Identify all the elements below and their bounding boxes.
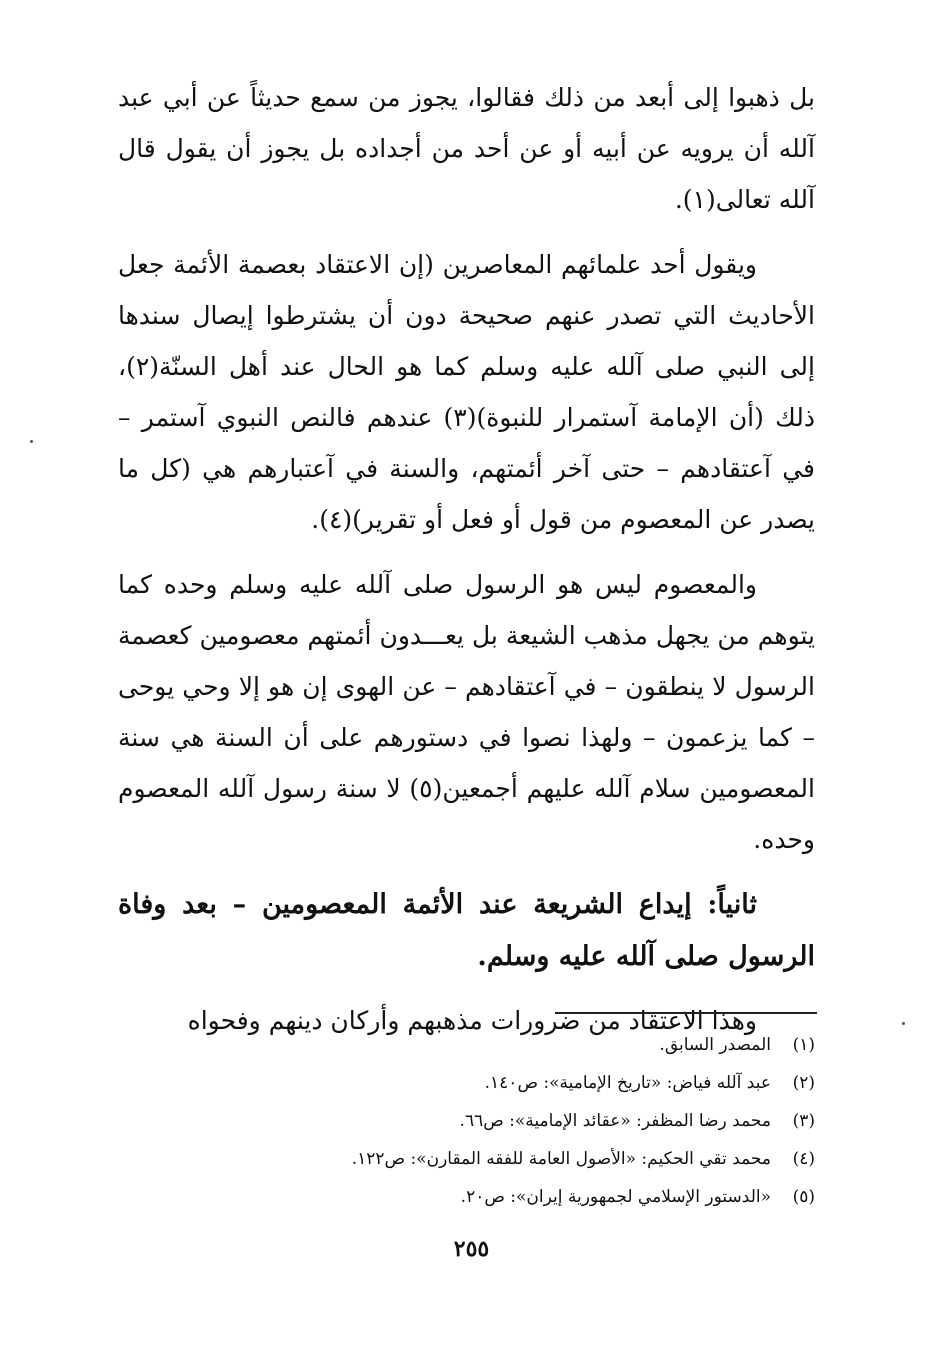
paragraph-2: ويقول أحد علمائهم المعاصرين (إن الاعتقاد بعصمة الأئمة جعل الأحاديث التي تصدر عنهم صحيحة دون أن يشترطوا إيصال سندها إلى النبي صلى آلله عليه وسلم كما هو الحال عند أهل السنّة(٢)، ذلك (أن الإمامة آستمرار للنبوة)(٣) عندهم فالنص النبوي آستمر – في آعتقادهم – حتى آخر أئمتهم، والسنة في آعتبارهم هي (كل ما يصدر عن المعصوم من قول أو فعل أو تقرير)(٤). — [118, 250, 815, 534]
paragraph-1: بل ذهبوا إلى أبعد من ذلك فقالوا، يجوز من سمع حديثاً عن أبي عبد آلله أن يرويه عن أبيه أو عن أحد من أجداده بل يجوز أن يقول قال آلله تعالى(١). — [118, 83, 815, 214]
footnote-4 — [200, 1140, 815, 1178]
main-text — [118, 72, 815, 1060]
footnote-number: (٥) — [792, 1187, 815, 1207]
paragraph-3: والمعصوم ليس هو الرسول صلى آلله عليه وسلم وحده كما يتوهم من يجهل مذهب الشيعة بل يعـــدون أئمتهم معصومين كعصمة الرسول لا ينطقون – في آعتقادهم – عن الهوى إن هو إلا وحي يوحى – كما يزعمون – ولهذا نصوا في دستورهم على أن السنة هي سنة المعصومين سلام آلله عليهم أجمعين(٥) لا سنة رسول آلله المعصوم وحده. — [118, 570, 815, 854]
footnote-number: (٣) — [792, 1111, 815, 1131]
footnote-5 — [200, 1178, 815, 1216]
footnote-3 — [200, 1102, 815, 1140]
footnote-2 — [200, 1064, 815, 1102]
scan-speck — [902, 1022, 905, 1025]
footnote-number: (١) — [792, 1035, 815, 1055]
footnote-number: (٢) — [792, 1073, 815, 1093]
footnote-1 — [200, 1026, 815, 1064]
footnote-text: محمد تقي الحكيم: «الأصول العامة للفقه المقارن»: ص١٢٢. — [351, 1149, 771, 1169]
footnote-text: المصدر السابق. — [659, 1035, 771, 1055]
footnote-text: «الدستور الإسلامي لجمهورية إيران»: ص٢٠. — [460, 1187, 771, 1207]
scan-speck — [30, 440, 33, 443]
paragraph-4: وهذا الاعتقاد من ضرورات مذهبهم وأركان دينهم وفحواه — [187, 1006, 757, 1035]
footnotes — [200, 1026, 815, 1216]
footnote-number: (٤) — [792, 1149, 815, 1169]
footnote-text: عبد آلله فياض: «تاريخ الإمامية»: ص١٤٠. — [484, 1073, 771, 1093]
footnote-separator — [555, 1012, 817, 1014]
page-number: ٢٥٥ — [453, 1236, 490, 1262]
footnote-text: محمد رضا المظفر: «عقائد الإمامية»: ص٦٦. — [459, 1111, 771, 1131]
section-heading: ثانياً: إيداع الشريعة عند الأئمة المعصومين – بعد وفاة الرسول صلى آلله عليه وسلم. — [118, 889, 815, 972]
